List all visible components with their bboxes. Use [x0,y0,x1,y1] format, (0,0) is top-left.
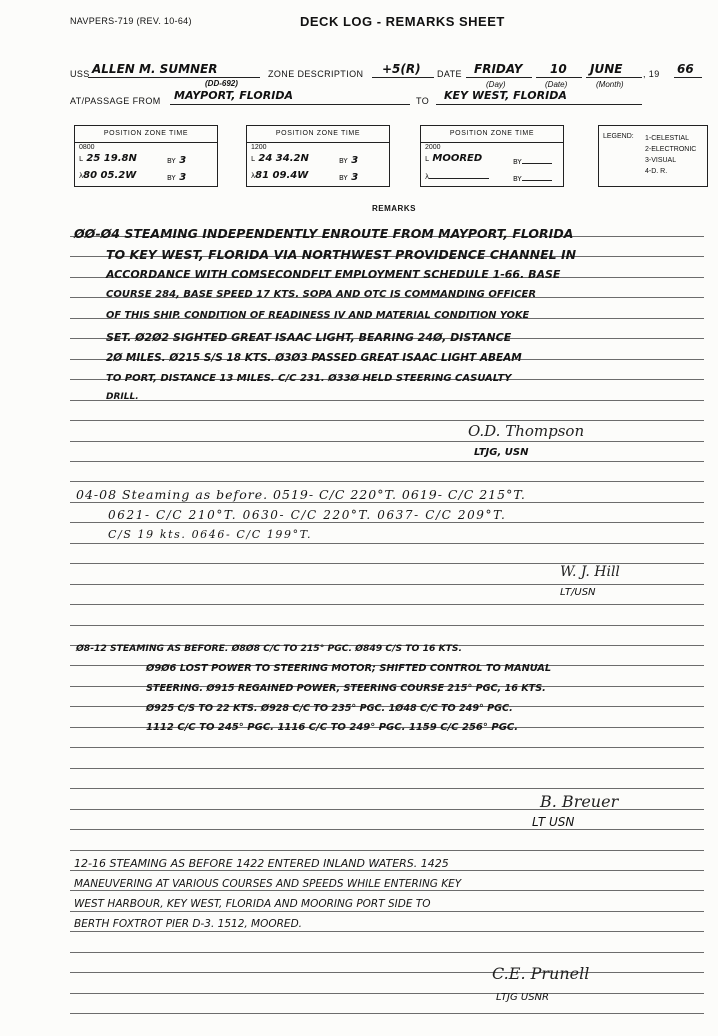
legend-item: 3-VISUAL [645,157,677,164]
latitude: 24 34.2N [258,153,309,164]
watch-00-04-line: TO KEY WEST, FLORIDA VIA NORTHWEST PROVIDENCE CHANNEL IN [106,247,577,262]
ruled-line [70,420,704,421]
watch-12-16-line: WEST HARBOUR, KEY WEST, FLORIDA AND MOORING PORT SIDE TO [74,898,431,910]
ruled-line [70,502,704,503]
ruled-line [70,931,704,932]
date-caption: (Date) [545,80,568,89]
watch-12-16-line: BERTH FOXTROT PIER D-3. 1512, MOORED. [74,918,302,930]
ruled-line [70,788,704,789]
signature-00-04: O.D. Thompson [468,422,585,440]
ruled-line [70,952,704,953]
sheet-title: DECK LOG - REMARKS SHEET [300,14,505,29]
by-label: BY [513,158,522,166]
watch-00-04-line: 2Ø MILES. Ø215 S/S 18 KTS. Ø3Ø3 PASSED GREAT ISAAC LIGHT ABEAM [106,352,522,364]
by-label: BY [339,157,348,165]
ship-name: ALLEN M. SUMNER [92,62,218,76]
rank-00-04: LTJG, USN [474,447,529,458]
day-caption: (Day) [486,80,506,89]
watch-08-12-line: STEERING. Ø915 REGAINED POWER, STEERING COURSE 215° PGC, 16 KTS. [146,683,546,694]
position-box-0800 [74,125,218,187]
rank-08-12: LT USN [532,815,575,829]
from-label: AT/PASSAGE FROM [70,96,161,106]
signature-12-16: C.E. Prunell [492,964,590,983]
form-number: NAVPERS-719 (REV. 10-64) [70,16,192,26]
watch-00-04-line: ACCORDANCE WITH COMSECONDFLT EMPLOYMENT SCHEDULE 1-66. BASE [106,268,561,281]
longitude: 81 09.4W [255,170,309,181]
watch-04-08-line: 04-08 Steaming as before. 0519- C/C 220°T. 0619- C/C 215°T. [76,487,526,502]
year-prefix: , 19 [643,69,660,79]
uss-label: USS [70,69,90,79]
position-box-2000 [420,125,564,187]
ruled-line [70,400,704,401]
signature-08-12: B. Breuer [540,792,619,811]
by-label: BY [167,157,176,165]
ruled-line [70,543,704,544]
watch-00-04-line: TO PORT, DISTANCE 13 MILES. C/C 231. Ø33Ø HELD STEERING CASUALTY [106,373,512,384]
day-number: 10 [550,62,567,76]
month-caption: (Month) [596,80,624,89]
longitude-fix: 3 [179,172,187,183]
lon-prefix: λ [425,173,430,181]
legend-item: 1-CELESTIAL [645,135,689,142]
watch-00-04-line: OF THIS SHIP. CONDITION OF READINESS IV AND MATERIAL CONDITION YOKE [106,310,530,321]
zone-value: +5(R) [382,62,421,76]
month: JUNE [590,62,623,76]
watch-00-04-line: ØØ-Ø4 STEAMING INDEPENDENTLY ENROUTE FROM MAYPORT, FLORIDA [74,226,574,241]
lon-prefix: λ [251,172,256,180]
from-port: MAYPORT, FLORIDA [174,89,293,102]
month-field [586,64,642,78]
position-box-head: POSITION ZONE TIME [421,126,563,143]
hull-number: (DD-692) [205,79,238,88]
rank-04-08: LT/USN [560,587,596,598]
watch-08-12-line: 1112 C/C TO 245° PGC. 1116 C/C TO 249° PGC. 1159 C/C 256° PGC. [146,722,519,733]
legend-list [645,133,696,177]
lat-prefix: L [251,155,255,163]
ruled-line [70,870,704,871]
watch-04-08-line: C/S 19 kts. 0646- C/C 199°T. [108,528,313,541]
position-box-1200 [246,125,390,187]
watch-00-04-line: COURSE 284, BASE SPEED 17 KTS. SOPA AND OTC IS COMMANDING OFFICER [106,289,537,300]
date-field [536,64,582,78]
ruled-line [70,993,704,994]
signature-04-08: W. J. Hill [560,564,620,580]
ruled-line [70,461,704,462]
by-label: BY [167,174,176,182]
ruled-line [70,890,704,891]
watch-12-16-line: MANEUVERING AT VARIOUS COURSES AND SPEEDS WHILE ENTERING KEY [74,878,462,890]
lon-prefix: λ [79,172,84,180]
to-port: KEY WEST, FLORIDA [444,89,567,102]
ruled-line [70,522,704,523]
year-field [674,64,702,78]
position-box-head: POSITION ZONE TIME [247,126,389,143]
position-box-head: POSITION ZONE TIME [75,126,217,143]
longitude: 80 05.2W [83,170,137,181]
by-label: BY [339,174,348,182]
ruled-line [70,768,704,769]
ruled-line [70,911,704,912]
ruled-line [70,972,704,973]
legend-item: 2-ELECTRONIC [645,146,697,153]
ruled-line [70,604,704,605]
to-label: TO [416,96,430,106]
remarks-title: REMARKS [372,204,416,213]
date-label: DATE [437,69,462,79]
ruled-line [70,481,704,482]
watch-00-04-line: DRILL. [106,392,139,402]
to-field [436,91,642,105]
zone-field [372,64,434,78]
from-field [170,91,410,105]
ruled-line [70,829,704,830]
lat-prefix: L [425,155,429,163]
day-field [466,64,532,78]
ruled-line [70,584,704,585]
watch-08-12-line: Ø8-12 STEAMING AS BEFORE. Ø8Ø8 C/C TO 215° PGC. Ø849 C/S TO 16 KTS. [76,643,463,654]
rank-12-16: LTJG USNR [496,992,549,1003]
legend-title: LEGEND: [603,133,634,140]
watch-00-04-line: SET. Ø2Ø2 SIGHTED GREAT ISAAC LIGHT, BEARING 24Ø, DISTANCE [106,331,512,344]
day-name: FRIDAY [474,62,523,76]
ruled-line [70,625,704,626]
lat-prefix: L [79,155,83,163]
zone-label: ZONE DESCRIPTION [268,69,364,79]
by-label: BY [513,175,522,183]
position-time: 2000 [425,144,441,151]
watch-12-16-line: 12-16 STEAMING AS BEFORE 1422 ENTERED INLAND WATERS. 1425 [74,857,449,870]
ruled-line [70,1013,704,1014]
latitude: MOORED [432,153,483,164]
year: 66 [677,62,694,76]
latitude-fix: 3 [351,155,359,166]
ruled-line [70,747,704,748]
position-time: 1200 [251,144,267,151]
ruled-line [70,850,704,851]
longitude-fix: 3 [351,172,359,183]
legend-item: 4-D. R. [645,168,668,175]
position-time: 0800 [79,144,95,151]
latitude: 25 19.8N [86,153,137,164]
ruled-line [70,441,704,442]
watch-04-08-line: 0621- C/C 210°T. 0630- C/C 220°T. 0637- C/C 209°T. [108,508,507,522]
watch-08-12-line: Ø9Ø6 LOST POWER TO STEERING MOTOR; SHIFTED CONTROL TO MANUAL [146,663,552,674]
ship-name-field [88,64,260,78]
watch-08-12-line: Ø925 C/S TO 22 KTS. Ø928 C/C TO 235° PGC. 1Ø48 C/C TO 249° PGC. [146,703,513,714]
legend-box [598,125,708,187]
latitude-fix: 3 [179,155,187,166]
